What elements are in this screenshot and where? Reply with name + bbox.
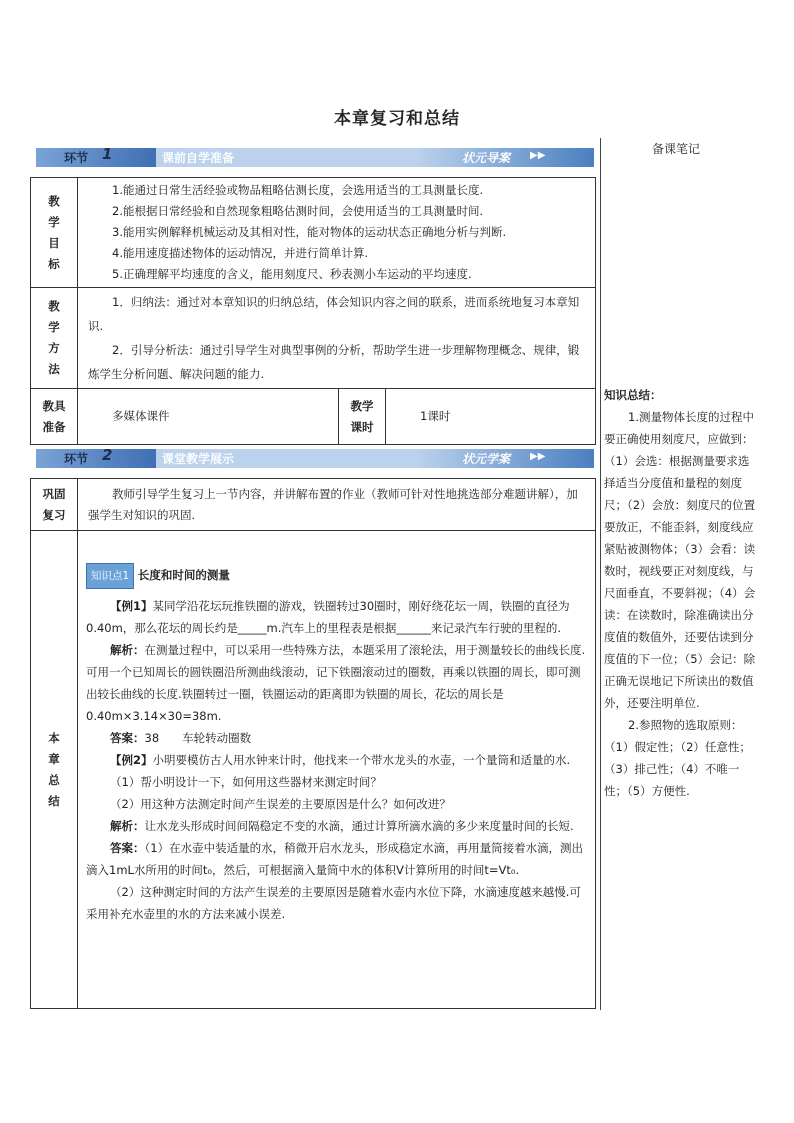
answer-label: 答案：: [110, 731, 145, 745]
hours-head-cell: [339, 389, 386, 445]
section-right-label: 状元导案: [462, 151, 511, 165]
example-2-question-1: （1）帮小明设计一下，如何用这些器材来测定时间？: [110, 775, 382, 789]
goals-cell: [78, 178, 596, 288]
double-arrow-icon: ▶▶: [530, 150, 546, 161]
tools-head: 教具准备: [42, 398, 66, 434]
hours-cell: 1课时: [386, 389, 596, 445]
example-1-answer: [86, 727, 587, 749]
method-item: 1．归纳法：通过对本章知识的归纳总结，体会知识内容之间的联系，进而系统地复习本章知识.: [88, 295, 580, 333]
notes-header: 备课笔记: [652, 142, 701, 156]
example-2-answer-2: （2）这种测定时间的方法产生误差的主要原因是随着水壶内水位下降，水滴速度越来越慢.可采用补充水壶里的水的方法来减小误差.: [86, 885, 581, 921]
section-huanjie: 环节: [64, 151, 89, 165]
hours-head: 教学课时: [350, 398, 374, 434]
teaching-plan-table: [30, 177, 596, 445]
example-2-analysis: [86, 815, 587, 837]
section-huanjie: 环节: [64, 452, 89, 466]
section-bar-1: [36, 145, 594, 167]
page-title: 本章复习和总结: [334, 109, 460, 129]
goal-item: 1.能通过日常生活经验或物品粗略估测长度，会选用适当的工具测量长度.: [112, 183, 484, 197]
summary-head-cell: [31, 531, 78, 1009]
example-1-analysis: [86, 639, 587, 727]
margin-divider: [600, 138, 601, 1010]
example-1-label: 【例1】: [110, 599, 153, 613]
method-item: 2．引导分析法：通过引导学生对典型事例的分析，帮助学生进一步理解物理概念、规律，锻炼学生分析问题、解决问题的能力.: [88, 343, 580, 381]
section-number: 1: [102, 145, 113, 163]
method-head-cell: [31, 288, 78, 389]
answer-text: 38 车轮转动圈数: [144, 731, 252, 745]
goals-head: 教学目标: [48, 193, 60, 271]
analysis-text: 让水龙头形成时间间隔稳定不变的水滴，通过计算所滴水滴的多少来度量时间的长短.: [144, 819, 574, 833]
section-label: 课堂教学展示: [162, 452, 235, 466]
section-bar-accent: [36, 449, 156, 468]
method-head: 教学方法: [48, 299, 60, 376]
section-right-label: 状元学案: [462, 452, 511, 466]
goals-head-cell: [31, 178, 78, 288]
section-bar-accent: [36, 148, 156, 167]
review-head-cell: [31, 479, 78, 531]
method-cell: [78, 288, 596, 389]
goal-item: 3.能用实例解释机械运动及其相对性，能对物体的运动状态正确地分析与判断.: [112, 225, 507, 239]
summary-cell: [78, 531, 596, 1009]
example-1: [86, 595, 587, 639]
knowledge-summary-notes: [604, 384, 756, 802]
class-display-table: [30, 478, 596, 1009]
knowledge-point-title: 长度和时间的测量: [137, 568, 230, 582]
answer-text: （1）在水壶中装适量的水，稍微开启水龙头，形成稳定水滴，再用量筒接着水滴，测出滴入1mL水所用的时间t₀，然后，可根据滴入量筒中水的体积V计算所用的时间t=Vt₀.: [86, 841, 584, 877]
example-2-label: 【例2】: [110, 753, 153, 767]
review-cell: 教师引导学生复习上一节内容，并讲解布置的作业（教师可针对性地挑选部分难题讲解），加强学生对知识的巩固.: [78, 479, 596, 531]
analysis-label: 解析：: [110, 643, 145, 657]
notes-paragraph-1: 1.测量物体长度的过程中要正确使用刻度尺，应做到：（1）会选：根据测量要求选择适当分度值和量程的刻度尺；（2）会放：刻度尺的位置要放正，不能歪斜，刻度线应紧贴被测物体；（3）会看：读数时，视线要正对刻度线，与尺面垂直，不要斜视；（4）会读：在读数时，除准确读出分度值的数值外，还要估读到分度值的下一位；（5）会记：除正确无误地记下所读出的数值外，还要注明单位.: [604, 410, 756, 710]
analysis-text: 在测量过程中，可以采用一些特殊方法，本题采用了滚轮法，用于测量较长的曲线长度.可用一个已知周长的圆铁圈沿所测曲线滚动，记下铁圈滚动过的圈数，再乘以铁圈的周长，即可测出较长曲线的长度.铁圈转过一圈，铁圈运动的距离即为铁圈的周长，花坛的周长是0.40m×3.14×30=38m.: [86, 643, 586, 723]
double-arrow-icon: ▶▶: [530, 451, 546, 462]
answer-label: 答案：: [110, 841, 145, 855]
example-2-question-2: （2）用这种方法测定时间产生误差的主要原因是什么？如何改进？: [110, 797, 451, 811]
section-label: 课前自学准备: [162, 151, 235, 165]
goal-item: 5.正确理解平均速度的含义，能用刻度尺、秒表测小车运动的平均速度.: [112, 267, 472, 281]
knowledge-point-line: [86, 563, 587, 589]
example-1-text: 某同学沿花坛玩推铁圈的游戏，铁圈转过30圈时，刚好绕花坛一周，铁圈的直径为0.40m，那么花坛的周长约是_____m.汽车上的里程表是根据______来记录汽车行驶的里程的.: [86, 599, 570, 635]
tools-head-cell: [31, 389, 78, 445]
knowledge-point-badge: 知识点1: [86, 563, 134, 589]
goal-item: 2.能根据日常经验和自然现象粗略估测时间，会使用适当的工具测量时间.: [112, 204, 484, 218]
example-2-text: 小明要模仿古人用水钟来计时，他找来一个带水龙头的水壶，一个量筒和适量的水.: [152, 753, 571, 767]
notes-paragraph-2: 2.参照物的选取原则：（1）假定性；（2）任意性；（3）排己性；（4）不唯一性；（5）方便性.: [604, 718, 751, 798]
tools-cell: 多媒体课件: [78, 389, 339, 445]
summary-head: 本章总结: [48, 730, 60, 808]
review-head: 巩固复习: [42, 486, 66, 522]
example-2: [86, 749, 587, 771]
notes-head: 知识总结：: [604, 388, 662, 402]
section-bar-2: [36, 446, 594, 468]
section-number: 2: [102, 446, 113, 464]
analysis-label: 解析：: [110, 819, 145, 833]
example-2-answer-1: [86, 837, 587, 881]
goal-item: 4.能用速度描述物体的运动情况，并进行简单计算.: [112, 246, 369, 260]
